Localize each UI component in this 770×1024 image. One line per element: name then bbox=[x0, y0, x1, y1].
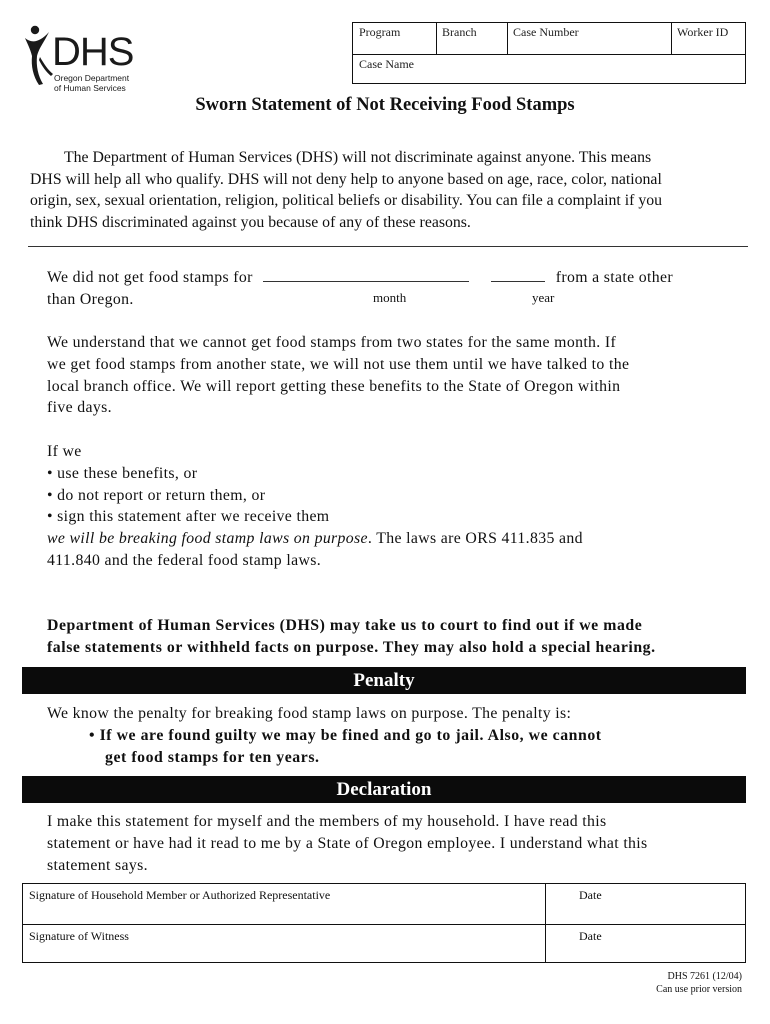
list-item: • use these benefits, or bbox=[47, 464, 198, 482]
dhs-figure-icon bbox=[22, 24, 56, 86]
penalty-text: We know the penalty for breaking food stamp laws on purpose. The penalty is: • If we are found guilty we may be fined and go to jail. Also, we cannot get food stamps for ten years. bbox=[47, 705, 602, 766]
household-date-field[interactable]: Date bbox=[579, 888, 602, 902]
branch-field[interactable]: Branch bbox=[442, 25, 477, 39]
witness-date-field[interactable]: Date bbox=[579, 929, 602, 943]
month-blank[interactable] bbox=[263, 267, 469, 282]
declaration-heading: Declaration bbox=[22, 776, 746, 803]
nondiscrimination-notice: The Department of Human Services (DHS) will not discriminate against anyone. This means DHS will help all who qualify. DHS will not deny help to anyone based on age, race, color, national origin, sex, sexual orientation, religion, political beliefs or disability. You can file a complaint if you think DHS discriminated against you because of any of these reasons. bbox=[30, 149, 663, 231]
form-number: DHS 7261 (12/04) bbox=[667, 971, 742, 982]
logo-wordmark: DHS bbox=[52, 30, 134, 74]
year-hint: year bbox=[532, 290, 555, 305]
case-number-field[interactable]: Case Number bbox=[513, 25, 579, 39]
understanding-paragraph: We understand that we cannot get food stamps from two states for the same month. If we get food stamps from another state, we will not use them until we have talked to the local branch office. We will report getting these benefits to the State of Oregon within five days. bbox=[47, 334, 630, 417]
case-info-grid bbox=[352, 22, 746, 84]
program-field[interactable]: Program bbox=[359, 25, 401, 39]
list-item: • sign this statement after we receive them bbox=[47, 508, 330, 526]
page-title: Sworn Statement of Not Receiving Food Stamps bbox=[195, 95, 575, 115]
case-name-field[interactable]: Case Name bbox=[359, 57, 414, 71]
month-hint: month bbox=[373, 290, 407, 305]
penalty-heading: Penalty bbox=[22, 667, 746, 694]
list-item: • do not report or return them, or bbox=[47, 486, 266, 504]
household-signature-field[interactable]: Signature of Household Member or Authorized Representative bbox=[29, 888, 331, 902]
witness-signature-field[interactable]: Signature of Witness bbox=[29, 929, 129, 943]
dhs-logo bbox=[22, 22, 152, 97]
signature-table bbox=[22, 883, 746, 963]
conditions-list: If we • use these benefits, or • do not report or return them, or • sign this statement after we receive them we will be breaking food stamp laws on purpose. The laws are ORS 411.835 and 411.840 and the federal food stamp laws. bbox=[47, 441, 727, 572]
year-blank[interactable] bbox=[491, 267, 545, 282]
logo-subtitle: Oregon Department of Human Services bbox=[54, 73, 130, 93]
statement-line: We did not get food stamps for from a state other than Oregon. bbox=[47, 269, 673, 308]
worker-id-field[interactable]: Worker ID bbox=[677, 25, 729, 39]
divider bbox=[28, 246, 748, 247]
version-note: Can use prior version bbox=[656, 984, 742, 995]
declaration-text: I make this statement for myself and the members of my household. I have read this statement or have had it read to me by a State of Oregon employee. I understand what this statement says. bbox=[47, 813, 648, 874]
form-footer bbox=[656, 970, 742, 996]
court-warning: Department of Human Services (DHS) may take us to court to find out if we made false statements or withheld facts on purpose. They may also hold a special hearing. bbox=[47, 617, 656, 656]
